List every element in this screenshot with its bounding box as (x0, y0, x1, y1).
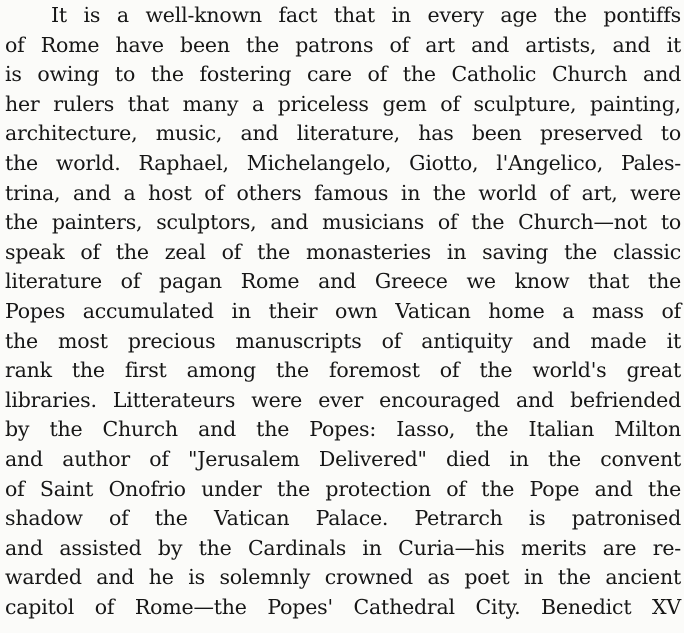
text-line: her rulers that many a priceless gem of sculpture, painting, (5, 91, 681, 116)
text-line: capitol of Rome—the Popes' Cathedral City. Benedict XV (5, 594, 681, 619)
text-line: It is a well-known fact that in every age the pontiffs (51, 3, 681, 27)
text-line: is owing to the fostering care of the Catholic Church and (5, 62, 681, 87)
text-line: the most precious manuscripts of antiquity and made it (5, 328, 681, 353)
text-line: and author of "Jerusalem Delivered" died in the convent (5, 446, 681, 471)
text-line: Popes accumulated in their own Vatican home a mass of (5, 298, 681, 323)
text-line: the painters, sculptors, and musicians of the Church—not to (5, 210, 681, 235)
text-line: the world. Raphael, Michelangelo, Giotto, l'Angelico, Pales- (5, 150, 681, 175)
paragraph (5, 1, 681, 622)
text-line: and assisted by the Cardinals in Curia—his merits are re- (5, 535, 681, 560)
text-line: of Rome have been the patrons of art and artists, and it (5, 32, 681, 57)
text-line: warded and he is solemnly crowned as poet in the ancient (5, 565, 681, 590)
text-line: speak of the zeal of the monasteries in saving the classic (5, 239, 681, 264)
text-line: architecture, music, and literature, has been preserved to (5, 121, 681, 146)
text-line: rank the first among the foremost of the world's great (5, 358, 681, 383)
text-line: literature of pagan Rome and Greece we know that the (5, 269, 681, 294)
text-line: trina, and a host of others famous in the world of art, were (5, 180, 681, 205)
text-line: by the Church and the Popes: Iasso, the Italian Milton (5, 417, 681, 442)
text-line: shadow of the Vatican Palace. Petrarch is patronised (5, 506, 681, 531)
text-line: libraries. Litterateurs were ever encouraged and befriended (5, 387, 681, 412)
text-line: of Saint Onofrio under the protection of the Pope and the (5, 476, 681, 501)
